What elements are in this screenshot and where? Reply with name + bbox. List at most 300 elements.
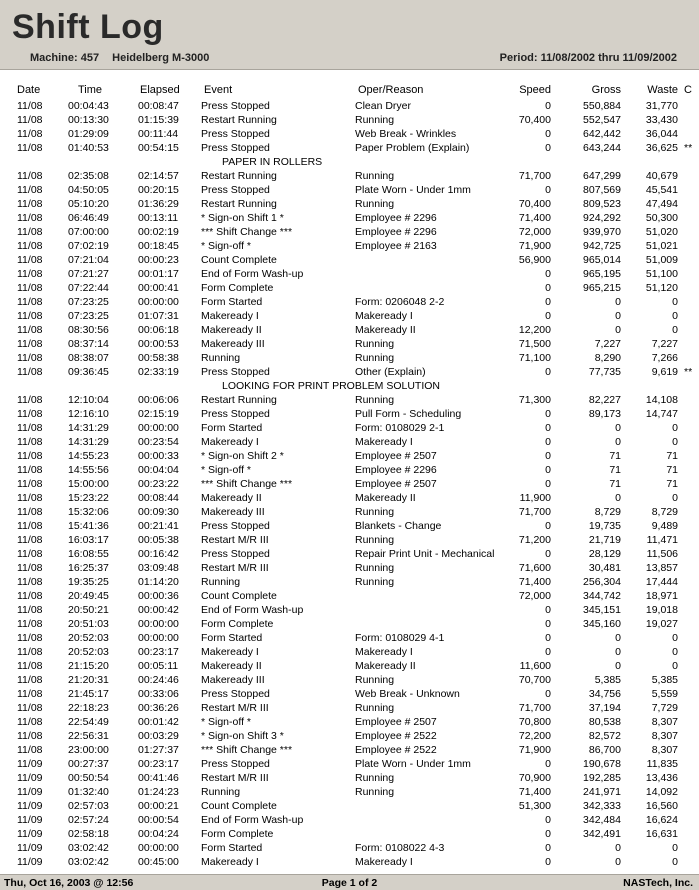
cell-reason: Employee # 2163 — [355, 240, 437, 252]
cell-speed: 70,900 — [518, 772, 551, 784]
column-header-reason: Oper/Reason — [358, 84, 424, 96]
cell-speed: 0 — [545, 296, 551, 308]
cell-date: 11/08 — [17, 366, 43, 378]
table-row — [0, 828, 699, 842]
cell-gross: 924,292 — [583, 212, 621, 224]
cell-event: Press Stopped — [201, 520, 270, 532]
cell-reason: Makeready II — [355, 324, 416, 336]
cell-time: 04:50:05 — [68, 184, 109, 196]
table-row — [0, 744, 699, 758]
cell-event: Running — [201, 352, 241, 364]
cell-waste: 36,044 — [645, 128, 678, 140]
table-row — [0, 856, 699, 870]
cell-event: Restart M/R III — [201, 562, 269, 574]
cell-waste: 8,729 — [651, 506, 678, 518]
cell-date: 11/08 — [17, 744, 43, 756]
cell-elapsed: 01:36:29 — [138, 198, 179, 210]
cell-date: 11/08 — [17, 324, 43, 336]
cell-event: Restart M/R III — [201, 772, 269, 784]
cell-event: Press Stopped — [201, 758, 270, 770]
cell-date: 11/08 — [17, 478, 43, 490]
table-row — [0, 604, 699, 618]
cell-date: 11/08 — [17, 562, 43, 574]
cell-elapsed: 02:15:19 — [138, 408, 179, 420]
cell-reason: Running — [355, 534, 395, 546]
cell-waste: 51,021 — [645, 240, 678, 252]
cell-event: Count Complete — [201, 254, 277, 266]
cell-gross: 807,569 — [583, 184, 621, 196]
cell-speed: 0 — [545, 422, 551, 434]
cell-time: 06:46:49 — [68, 212, 109, 224]
table-row — [0, 450, 699, 464]
cell-time: 01:40:53 — [68, 142, 109, 154]
cell-gross: 71 — [609, 478, 621, 490]
cell-date: 11/08 — [17, 436, 43, 448]
cell-waste: 14,092 — [645, 786, 678, 798]
cell-gross: 86,700 — [588, 744, 621, 756]
cell-elapsed: 00:00:00 — [138, 422, 179, 434]
cell-gross: 647,299 — [583, 170, 621, 182]
cell-reason: Running — [355, 674, 395, 686]
cell-elapsed: 02:33:19 — [138, 366, 179, 378]
cell-time: 23:00:00 — [68, 744, 109, 756]
cell-speed: 0 — [545, 814, 551, 826]
table-row — [0, 464, 699, 478]
cell-waste: 7,227 — [651, 338, 678, 350]
cell-time: 21:15:20 — [68, 660, 109, 672]
cell-waste: 71 — [666, 478, 678, 490]
cell-elapsed: 00:00:33 — [138, 450, 179, 462]
table-row — [0, 492, 699, 506]
cell-elapsed: 00:05:38 — [138, 534, 179, 546]
cell-reason: Web Break - Unknown — [355, 688, 460, 700]
cell-gross: 342,333 — [583, 800, 621, 812]
table-row — [0, 632, 699, 646]
cell-time: 16:08:55 — [68, 548, 109, 560]
cell-time: 09:36:45 — [68, 366, 109, 378]
cell-waste: 36,625 — [645, 142, 678, 154]
cell-event: Running — [201, 576, 241, 588]
cell-time: 08:37:14 — [68, 338, 109, 350]
cell-waste: 16,624 — [645, 814, 678, 826]
table-row — [0, 282, 699, 296]
cell-time: 00:50:54 — [68, 772, 109, 784]
table-row — [0, 506, 699, 520]
cell-time: 07:22:44 — [68, 282, 109, 294]
cell-speed: 0 — [545, 688, 551, 700]
cell-speed: 0 — [545, 282, 551, 294]
cell-waste: 19,018 — [645, 604, 678, 616]
cell-date: 11/09 — [17, 856, 43, 868]
cell-speed: 0 — [545, 268, 551, 280]
cell-reason: Makeready I — [355, 436, 413, 448]
cell-gross: 0 — [615, 436, 621, 448]
cell-reason: Running — [355, 562, 395, 574]
table-row — [0, 142, 699, 156]
cell-speed: 72,000 — [518, 226, 551, 238]
cell-elapsed: 00:13:11 — [138, 212, 179, 224]
cell-speed: 71,300 — [518, 394, 551, 406]
cell-reason: Form: 0206048 2-2 — [355, 296, 445, 308]
cell-speed: 0 — [545, 100, 551, 112]
cell-reason: Web Break - Wrinkles — [355, 128, 457, 140]
cell-waste: 9,619 — [651, 366, 678, 378]
cell-date: 11/08 — [17, 240, 43, 252]
cell-speed: 70,400 — [518, 114, 551, 126]
cell-reason: Running — [355, 576, 395, 588]
cell-time: 07:00:00 — [68, 226, 109, 238]
cell-reason: Running — [355, 506, 395, 518]
cell-event: End of Form Wash-up — [201, 268, 304, 280]
cell-reason: Running — [355, 114, 395, 126]
cell-speed: 0 — [545, 758, 551, 770]
cell-time: 00:27:37 — [68, 758, 109, 770]
cell-speed: 71,700 — [518, 506, 551, 518]
cell-gross: 37,194 — [588, 702, 621, 714]
cell-reason: Form: 0108029 4-1 — [355, 632, 445, 644]
cell-gross: 0 — [615, 660, 621, 672]
cell-waste: 5,559 — [651, 688, 678, 700]
table-row — [0, 394, 699, 408]
cell-elapsed: 00:21:41 — [138, 520, 179, 532]
table-row — [0, 100, 699, 114]
cell-speed: 71,100 — [518, 352, 551, 364]
cell-waste: 0 — [672, 632, 678, 644]
cell-elapsed: 02:14:57 — [138, 170, 179, 182]
cell-event: Makeready III — [201, 506, 265, 518]
column-header-speed: Speed — [519, 84, 551, 96]
cell-speed: 0 — [545, 604, 551, 616]
cell-date: 11/08 — [17, 212, 43, 224]
cell-date: 11/08 — [17, 114, 43, 126]
printed-timestamp: Thu, Oct 16, 2003 @ 12:56 — [4, 877, 134, 889]
cell-speed: 71,400 — [518, 576, 551, 588]
cell-date: 11/08 — [17, 646, 43, 658]
cell-time: 15:00:00 — [68, 478, 109, 490]
table-row — [0, 534, 699, 548]
cell-speed: 0 — [545, 520, 551, 532]
cell-date: 11/09 — [17, 814, 43, 826]
cell-elapsed: 00:16:42 — [138, 548, 179, 560]
cell-gross: 19,735 — [588, 520, 621, 532]
cell-event: Press Stopped — [201, 688, 270, 700]
cell-speed: 11,600 — [519, 660, 551, 672]
cell-reason: Makeready II — [355, 660, 416, 672]
cell-elapsed: 01:27:37 — [138, 744, 179, 756]
cell-elapsed: 00:11:44 — [138, 128, 179, 140]
cell-date: 11/08 — [17, 226, 43, 238]
row-comment: LOOKING FOR PRINT PROBLEM SOLUTION — [222, 380, 441, 392]
cell-waste: 51,120 — [645, 282, 678, 294]
cell-elapsed: 00:06:18 — [138, 324, 179, 336]
cell-time: 00:13:30 — [68, 114, 109, 126]
cell-elapsed: 00:20:15 — [138, 184, 179, 196]
cell-speed: 56,900 — [518, 254, 551, 266]
cell-date: 11/08 — [17, 702, 43, 714]
cell-reason: Pull Form - Scheduling — [355, 408, 462, 420]
column-header-date: Date — [17, 84, 41, 96]
cell-waste: 5,385 — [651, 674, 678, 686]
cell-event: Form Started — [201, 632, 263, 644]
cell-date: 11/08 — [17, 604, 43, 616]
cell-elapsed: 00:01:42 — [138, 716, 179, 728]
cell-waste: 16,631 — [645, 828, 678, 840]
cell-waste: 51,100 — [645, 268, 678, 280]
cell-elapsed: 00:09:30 — [138, 506, 179, 518]
cell-event: Press Stopped — [201, 100, 270, 112]
cell-gross: 71 — [609, 450, 621, 462]
cell-elapsed: 00:23:22 — [138, 478, 179, 490]
table-row — [0, 548, 699, 562]
cell-waste: 13,436 — [645, 772, 678, 784]
cell-waste: 14,108 — [645, 394, 678, 406]
cell-gross: 7,227 — [594, 338, 621, 350]
cell-reason: Makeready I — [355, 646, 413, 658]
cell-event: Restart Running — [201, 114, 277, 126]
cell-gross: 642,442 — [583, 128, 621, 140]
cell-waste: 0 — [672, 296, 678, 308]
cell-date: 11/08 — [17, 100, 43, 112]
cell-time: 01:32:40 — [68, 786, 109, 798]
cell-event: Form Started — [201, 842, 263, 854]
cell-reason: Running — [355, 352, 395, 364]
table-row — [0, 310, 699, 324]
cell-waste: 11,835 — [646, 758, 678, 770]
cell-speed: 0 — [545, 842, 551, 854]
cell-speed: 0 — [545, 436, 551, 448]
table-row — [0, 772, 699, 786]
cell-gross: 77,735 — [588, 366, 621, 378]
cell-event: Restart Running — [201, 198, 277, 210]
cell-reason: Running — [355, 394, 395, 406]
cell-waste: 0 — [672, 856, 678, 868]
cell-elapsed: 00:00:00 — [138, 618, 179, 630]
cell-gross: 0 — [615, 632, 621, 644]
cell-time: 22:56:31 — [68, 730, 109, 742]
table-row — [0, 436, 699, 450]
cell-gross: 342,491 — [583, 828, 621, 840]
cell-date: 11/08 — [17, 198, 43, 210]
cell-time: 15:41:36 — [68, 520, 109, 532]
cell-date: 11/08 — [17, 464, 43, 476]
cell-reason: Plate Worn - Under 1mm — [355, 184, 471, 196]
table-row — [0, 660, 699, 674]
period-range: Period: 11/08/2002 thru 11/09/2002 — [499, 52, 677, 64]
table-row — [0, 212, 699, 226]
cell-speed: 71,900 — [518, 240, 551, 252]
cell-reason: Blankets - Change — [355, 520, 442, 532]
cell-event: * Sign-on Shift 1 * — [201, 212, 284, 224]
table-row — [0, 730, 699, 744]
cell-speed: 0 — [545, 310, 551, 322]
cell-speed: 0 — [545, 450, 551, 462]
cell-reason: Plate Worn - Under 1mm — [355, 758, 471, 770]
cell-speed: 71,900 — [518, 744, 551, 756]
cell-reason: Employee # 2507 — [355, 716, 437, 728]
cell-waste: 19,027 — [645, 618, 678, 630]
cell-date: 11/08 — [17, 492, 43, 504]
cell-event: Restart Running — [201, 170, 277, 182]
cell-date: 11/08 — [17, 184, 43, 196]
cell-speed: 72,200 — [518, 730, 551, 742]
cell-gross: 344,742 — [583, 590, 621, 602]
cell-event: Form Started — [201, 296, 263, 308]
cell-reason: Running — [355, 786, 395, 798]
cell-reason: Running — [355, 702, 395, 714]
cell-time: 02:57:24 — [68, 814, 109, 826]
cell-event: * Sign-on Shift 3 * — [201, 730, 284, 742]
table-row — [0, 702, 699, 716]
cell-reason: Employee # 2296 — [355, 464, 437, 476]
cell-waste: 0 — [672, 310, 678, 322]
column-header-time: Time — [78, 84, 103, 96]
cell-reason: Other (Explain) — [355, 366, 426, 378]
cell-elapsed: 00:00:41 — [138, 282, 179, 294]
cell-elapsed: 00:01:17 — [138, 268, 179, 280]
cell-event: Form Started — [201, 422, 263, 434]
cell-elapsed: 00:04:04 — [138, 464, 179, 476]
table-row — [0, 254, 699, 268]
cell-date: 11/08 — [17, 576, 43, 588]
cell-time: 15:23:22 — [68, 492, 109, 504]
page-number: Page 1 of 2 — [321, 877, 378, 889]
cell-reason: Running — [355, 772, 395, 784]
table-row — [0, 338, 699, 352]
cell-time: 08:30:56 — [68, 324, 109, 336]
cell-event: Restart M/R III — [201, 534, 269, 546]
cell-time: 08:38:07 — [68, 352, 109, 364]
cell-elapsed: 00:00:00 — [138, 842, 179, 854]
cell-gross: 8,290 — [594, 352, 621, 364]
cell-waste: 7,266 — [651, 352, 678, 364]
machine-info — [30, 52, 209, 64]
table-row — [0, 520, 699, 534]
cell-gross: 82,572 — [588, 730, 621, 742]
cell-elapsed: 00:00:36 — [138, 590, 179, 602]
cell-elapsed: 00:18:45 — [138, 240, 179, 252]
cell-event: Press Stopped — [201, 184, 270, 196]
cell-gross: 8,729 — [594, 506, 621, 518]
cell-event: End of Form Wash-up — [201, 814, 304, 826]
cell-date: 11/08 — [17, 268, 43, 280]
cell-date: 11/08 — [17, 408, 43, 420]
cell-time: 07:02:19 — [68, 240, 109, 252]
cell-event: Restart Running — [201, 394, 277, 406]
cell-speed: 0 — [545, 366, 551, 378]
cell-reason: Form: 0108029 2-1 — [355, 422, 445, 434]
cell-elapsed: 00:24:46 — [138, 674, 179, 686]
cell-date: 11/08 — [17, 730, 43, 742]
cell-event: Makeready I — [201, 856, 259, 868]
table-row — [0, 842, 699, 856]
cell-speed: 71,700 — [518, 702, 551, 714]
cell-waste: 8,307 — [651, 730, 678, 742]
table-row — [0, 478, 699, 492]
cell-speed: 0 — [545, 464, 551, 476]
cell-time: 12:10:04 — [68, 394, 109, 406]
cell-time: 14:55:56 — [68, 464, 109, 476]
table-row — [0, 814, 699, 828]
cell-gross: 942,725 — [583, 240, 621, 252]
cell-elapsed: 00:02:19 — [138, 226, 179, 238]
cell-elapsed: 00:05:11 — [138, 660, 179, 672]
cell-elapsed: 00:00:00 — [138, 296, 179, 308]
cell-gross: 0 — [615, 492, 621, 504]
cell-event: * Sign-off * — [201, 240, 252, 252]
cell-speed: 70,700 — [518, 674, 551, 686]
cell-time: 20:49:45 — [68, 590, 109, 602]
table-row — [0, 240, 699, 254]
cell-time: 14:55:23 — [68, 450, 109, 462]
cell-time: 07:23:25 — [68, 310, 109, 322]
cell-date: 11/08 — [17, 660, 43, 672]
cell-time: 01:29:09 — [68, 128, 109, 140]
cell-reason: Paper Problem (Explain) — [355, 142, 470, 154]
cell-speed: 0 — [545, 618, 551, 630]
cell-speed: 0 — [545, 408, 551, 420]
cell-date: 11/08 — [17, 142, 43, 154]
cell-gross: 89,173 — [588, 408, 621, 420]
cell-speed: 71,700 — [518, 170, 551, 182]
cell-reason: Running — [355, 338, 395, 350]
table-row — [0, 268, 699, 282]
cell-event: Press Stopped — [201, 128, 270, 140]
cell-time: 07:21:27 — [68, 268, 109, 280]
table-row — [0, 688, 699, 702]
cell-c: ** — [684, 366, 693, 378]
table-row — [0, 590, 699, 604]
cell-date: 11/09 — [17, 800, 43, 812]
cell-event: *** Shift Change *** — [201, 478, 293, 490]
cell-reason: Employee # 2296 — [355, 212, 437, 224]
cell-gross: 965,195 — [583, 268, 621, 280]
cell-speed: 51,300 — [518, 800, 551, 812]
cell-gross: 643,244 — [583, 142, 621, 154]
cell-date: 11/08 — [17, 632, 43, 644]
cell-reason: Employee # 2296 — [355, 226, 437, 238]
cell-elapsed: 00:04:24 — [138, 828, 179, 840]
cell-event: Makeready III — [201, 674, 265, 686]
cell-waste: 18,971 — [645, 590, 678, 602]
cell-reason: Clean Dryer — [355, 100, 412, 112]
cell-time: 14:31:29 — [68, 422, 109, 434]
cell-event: Makeready III — [201, 338, 265, 350]
cell-waste: 11,471 — [646, 534, 678, 546]
column-header-gross: Gross — [591, 84, 621, 96]
cell-elapsed: 00:23:17 — [138, 758, 179, 770]
cell-gross: 965,215 — [583, 282, 621, 294]
cell-time: 03:02:42 — [68, 842, 109, 854]
cell-event: * Sign-off * — [201, 464, 252, 476]
table-row — [0, 618, 699, 632]
table-row — [0, 408, 699, 422]
cell-speed: 0 — [545, 128, 551, 140]
cell-event: Restart M/R III — [201, 702, 269, 714]
cell-date: 11/08 — [17, 338, 43, 350]
cell-elapsed: 00:33:06 — [138, 688, 179, 700]
cell-speed: 0 — [545, 646, 551, 658]
cell-elapsed: 00:00:00 — [138, 632, 179, 644]
column-header-c: C — [684, 84, 692, 96]
cell-time: 22:18:23 — [68, 702, 109, 714]
cell-time: 02:57:03 — [68, 800, 109, 812]
cell-gross: 0 — [615, 422, 621, 434]
cell-date: 11/08 — [17, 548, 43, 560]
cell-gross: 0 — [615, 324, 621, 336]
cell-speed: 0 — [545, 632, 551, 644]
cell-elapsed: 00:03:29 — [138, 730, 179, 742]
cell-elapsed: 00:00:23 — [138, 254, 179, 266]
